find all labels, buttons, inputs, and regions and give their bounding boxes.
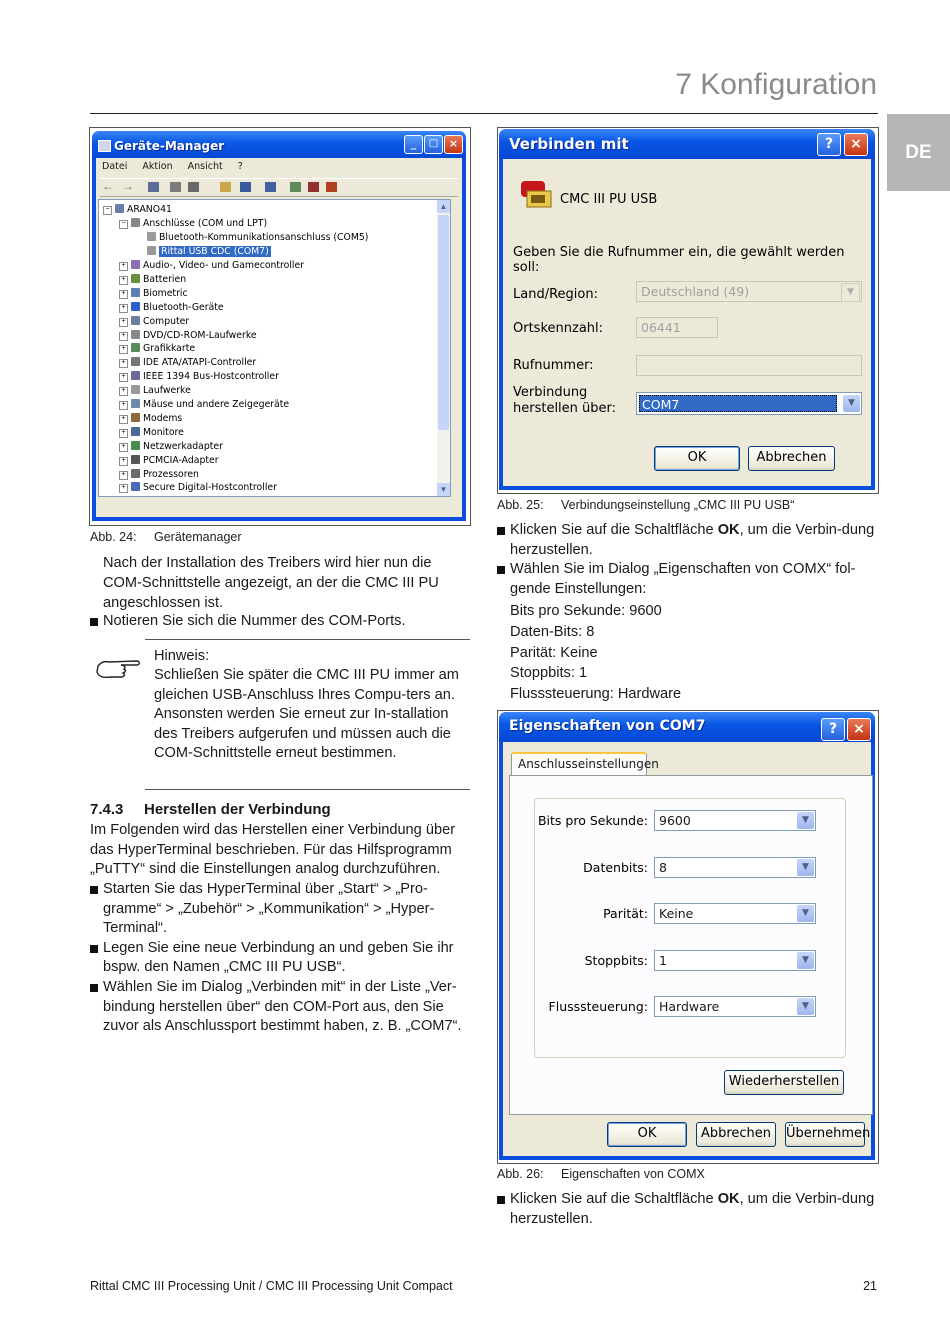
minimize-button[interactable]: _ [404,135,423,154]
connect-via-label-1: Verbindung [513,385,588,400]
tree-com-group[interactable]: Anschlüsse (COM und LPT) [131,218,267,229]
device-icon [131,427,140,436]
header-rule [90,113,878,114]
device-icon [131,260,140,269]
window-title: Geräte-Manager [114,139,225,153]
pointing-hand-icon [93,652,143,682]
com-field-label: Datenbits: [583,859,648,875]
expand-icon[interactable]: + [119,387,128,396]
help-icon[interactable] [220,182,231,192]
phone-input[interactable] [636,355,862,376]
section-heading: 7.4.3 Herstellen der Verbindung [90,801,331,818]
com-field-select[interactable]: 8 ▼ [654,857,816,878]
back-arrow-icon[interactable]: ← [102,179,114,193]
phone-label: Rufnummer: [513,358,594,373]
figure-25-caption: Abb. 25: Verbindungseinstellung „CMC III PU USB“ [497,498,795,512]
device-icon [131,288,140,297]
bullet-item: Klicken Sie auf die Schaltfläche OK, um die Verbin-dung herzustellen. [497,521,877,560]
tree-com-child-selected[interactable]: Rittal USB CDC (COM7) [147,246,271,257]
figure-24-caption: Abb. 24: Gerätemanager [90,530,242,544]
ok-button[interactable]: OK [607,1122,687,1147]
port-icon [147,232,156,241]
setting-line: Parität: Keine [510,644,598,661]
expand-icon[interactable]: + [119,443,128,452]
expand-icon[interactable]: + [119,332,128,341]
chevron-down-icon: ▼ [797,812,814,829]
device-icon [131,371,140,380]
tree-device-item[interactable]: Secure Digital-Hostcontroller [131,482,277,493]
expand-icon[interactable]: + [119,484,128,493]
tree-device-item[interactable]: Modems [131,413,182,424]
expand-icon[interactable]: + [119,415,128,424]
tree-device-item[interactable]: DVD/CD-ROM-Laufwerke [131,330,257,341]
device-icon [131,302,140,311]
area-code-label: Ortskennzahl: [513,321,604,336]
footer-title: Rittal CMC III Processing Unit / CMC III Processing Unit Compact [90,1279,453,1293]
com-field-select[interactable]: Keine ▼ [654,903,816,924]
grid-icon[interactable] [240,182,251,192]
properties-icon[interactable] [170,182,181,192]
update-driver-icon[interactable] [290,182,301,192]
tree-device-item[interactable]: Mäuse und andere Zeigegeräte [131,399,289,410]
tree-root[interactable]: ARANO41 [115,204,172,215]
maximize-button[interactable]: □ [424,135,443,154]
menu-aktion[interactable]: Aktion [142,161,173,172]
collapse-icon[interactable]: − [103,206,112,215]
ok-button[interactable]: OK [654,446,740,471]
view-icon[interactable] [148,182,159,192]
hint-top-rule [145,639,470,640]
scrollbar[interactable] [437,200,450,496]
device-icon [131,413,140,422]
expand-icon[interactable]: + [119,262,128,271]
tree-device-item[interactable]: Batterien [131,274,186,285]
country-select[interactable]: Deutschland (49) ▼ [636,281,862,302]
tree-device-item[interactable]: Prozessoren [131,469,199,480]
com-field-label: Bits pro Sekunde: [537,813,648,828]
expand-icon[interactable]: + [119,304,128,313]
tree-com-child[interactable]: Bluetooth-Kommunikationsanschluss (COM5) [147,232,368,243]
expand-icon[interactable]: + [119,457,128,466]
device-icon [131,316,140,325]
settings-group [534,798,846,1058]
expand-icon[interactable]: + [119,345,128,354]
figure-26-caption: Abb. 26: Eigenschaften von COMX [497,1167,705,1181]
port-icon [131,218,140,227]
tree-device-item[interactable]: Biometric [131,288,188,299]
menu-help[interactable]: ? [237,161,243,172]
bullet-item: Wählen Sie im Dialog „Eigenschaften von COMX“ fol-gende Einstellungen: [497,560,877,599]
expand-icon[interactable]: + [119,276,128,285]
bullet-item: Legen Sie eine neue Verbindung an und geben Sie ihr bspw. den Namen „CMC III PU USB“. [90,939,472,978]
expand-icon[interactable]: + [119,373,128,382]
page-number: 21 [863,1279,877,1293]
expand-icon[interactable]: + [119,401,128,410]
device-icon [131,441,140,450]
help-button[interactable]: ? [821,718,845,741]
scroll-up-icon[interactable]: ▲ [437,200,450,213]
help-button[interactable]: ? [817,133,841,156]
hint-text: Schließen Sie später die CMC III PU immer am gleichen USB-Anschluss Ihres Compu-ters an. Ansonsten werden Sie erneut zur In-stallation des Treibers aufgerufen und müssen auch die COM-Schnittstelle erneut bestimmen. [154,667,459,762]
device-icon [131,469,140,478]
restore-defaults-button[interactable]: Wiederherstellen [724,1070,844,1095]
chevron-down-icon: ▼ [797,905,814,922]
hint-bottom-rule [145,789,470,790]
toolbar [100,178,458,197]
close-button[interactable]: × [444,135,463,154]
connect-via-select[interactable]: COM7 ▼ [636,392,862,415]
device-icon [131,455,140,464]
tab-panel [509,775,873,1115]
steps-list [90,880,472,1037]
disable-icon[interactable] [326,182,337,192]
uninstall-icon[interactable] [308,182,319,192]
device-icon [131,274,140,283]
com-field-select[interactable]: 9600 ▼ [654,810,816,831]
chevron-down-icon: ▼ [797,998,814,1015]
device-icon [131,385,140,394]
scroll-down-icon[interactable]: ▼ [437,483,450,496]
tree-device-item[interactable]: Laufwerke [131,385,191,396]
com-properties-dialog [499,712,875,1160]
com-field-label: Stoppbits: [584,952,648,968]
tab-port-settings[interactable]: Anschlusseinstellungen [511,752,647,776]
cancel-button[interactable]: Abbrechen [748,446,835,471]
tree-device-item[interactable]: Audio-, Video- und Gamecontroller [131,260,304,271]
settings-list [510,601,681,705]
cancel-button[interactable]: Abbrechen [696,1122,776,1147]
apply-button[interactable]: Übernehmen [785,1122,865,1147]
tree-device-item[interactable]: Netzwerkadapter [131,441,223,452]
close-button[interactable]: × [844,133,868,156]
device-icon [131,399,140,408]
setting-line: Daten-Bits: 8 [510,623,595,640]
chevron-down-icon: ▼ [797,859,814,876]
phone-icon [517,175,557,211]
area-code-input[interactable]: 06441 [636,317,718,338]
expand-icon[interactable]: + [119,290,128,299]
dialog-title: Verbinden mit [509,135,629,153]
setting-line: Stoppbits: 1 [510,665,588,682]
tree-device-item[interactable]: Monitore [131,427,184,438]
dial-prompt: Geben Sie die Rufnummer ein, die gewählt werden soll: [513,245,845,275]
bullet-item: Wählen Sie im Dialog „Verbinden mit“ in der Liste „Ver-bindung herstellen über“ den COM-Port aus, den Sie zuvor als Anschlussport bestimmt haben, z. B. „COM7“. [90,978,472,1037]
device-icon [131,330,140,339]
tree-device-item[interactable]: Grafikkarte [131,343,195,354]
dialog-title: Eigenschaften von COM7 [509,718,706,734]
expand-icon[interactable]: + [119,318,128,327]
com-field-label: Parität: [603,906,648,921]
forward-arrow-icon[interactable]: → [122,179,134,193]
computer-icon [115,204,124,213]
connect-to-dialog [499,129,875,490]
print-icon[interactable] [188,182,199,192]
expand-icon[interactable]: + [119,359,128,368]
close-button[interactable]: × [847,718,871,741]
collapse-icon[interactable]: − [119,220,128,229]
device-manager-window [92,131,466,521]
chevron-down-icon: ▼ [843,395,860,412]
section-intro: Im Folgenden wird das Herstellen einer Verbindung über das HyperTerminal beschrieben. Für das Hilfsprogramm „PuTTY“ sind die Einstellungen analog durchzuführen. [90,822,456,878]
tree-device-item[interactable]: PCMCIA-Adapter [131,455,219,466]
tree-device-item[interactable]: Computer [131,316,189,327]
right-bullet-list [497,521,877,599]
tree-device-item[interactable]: Bluetooth-Geräte [131,302,224,313]
device-icon [131,357,140,366]
note-bullet-list [90,612,470,632]
scroll-thumb[interactable] [438,215,449,430]
bullet-item: Starten Sie das HyperTerminal über „Start“ > „Pro-gramme“ > „Zubehör“ > „Kommunikation“ > „Hyper-Terminal“. [90,880,472,939]
setting-line: Bits pro Sekunde: 9600 [510,603,662,619]
bullet-item: Notieren Sie sich die Nummer des COM-Ports. [90,612,470,632]
country-label: Land/Region: [513,287,598,302]
device-icon [131,482,140,491]
expand-icon[interactable]: + [119,429,128,438]
chapter-title: 7 Konfiguration [675,68,877,101]
port-icon [147,246,156,255]
final-bullet-list [497,1190,877,1229]
menu-datei[interactable]: Datei [102,161,128,172]
device-tree [98,199,451,497]
chevron-down-icon: ▼ [797,952,814,969]
device-icon [131,343,140,352]
hint-title: Hinweis: [154,648,210,664]
setting-line: Flusssteuerung: Hardware [510,686,682,703]
menu-bar [102,161,243,172]
bullet-item: Klicken Sie auf die Schaltfläche OK, um die Verbin-dung herzustellen. [497,1190,877,1229]
com-field-select[interactable]: Hardware ▼ [654,996,816,1017]
com-field-label: Flusssteuerung: [548,999,648,1014]
chevron-down-icon: ▼ [841,283,860,302]
scan-icon[interactable] [265,182,276,192]
com-field-select[interactable]: 1 ▼ [654,950,816,971]
computer-icon [98,140,111,152]
connection-name: CMC III PU USB [560,192,658,207]
intro-paragraph: Nach der Installation des Treibers wird hier nun die COM-Schnittstelle angezeigt, an der die CMC III PU angeschlossen ist. [103,555,439,611]
expand-icon[interactable]: + [119,471,128,480]
connect-via-label-2: herstellen über: [513,401,617,416]
tree-device-item[interactable]: IEEE 1394 Bus-Hostcontroller [131,371,279,382]
language-tab: DE [887,114,950,191]
tree-device-item[interactable]: IDE ATA/ATAPI-Controller [131,357,256,368]
menu-ansicht[interactable]: Ansicht [187,161,223,172]
